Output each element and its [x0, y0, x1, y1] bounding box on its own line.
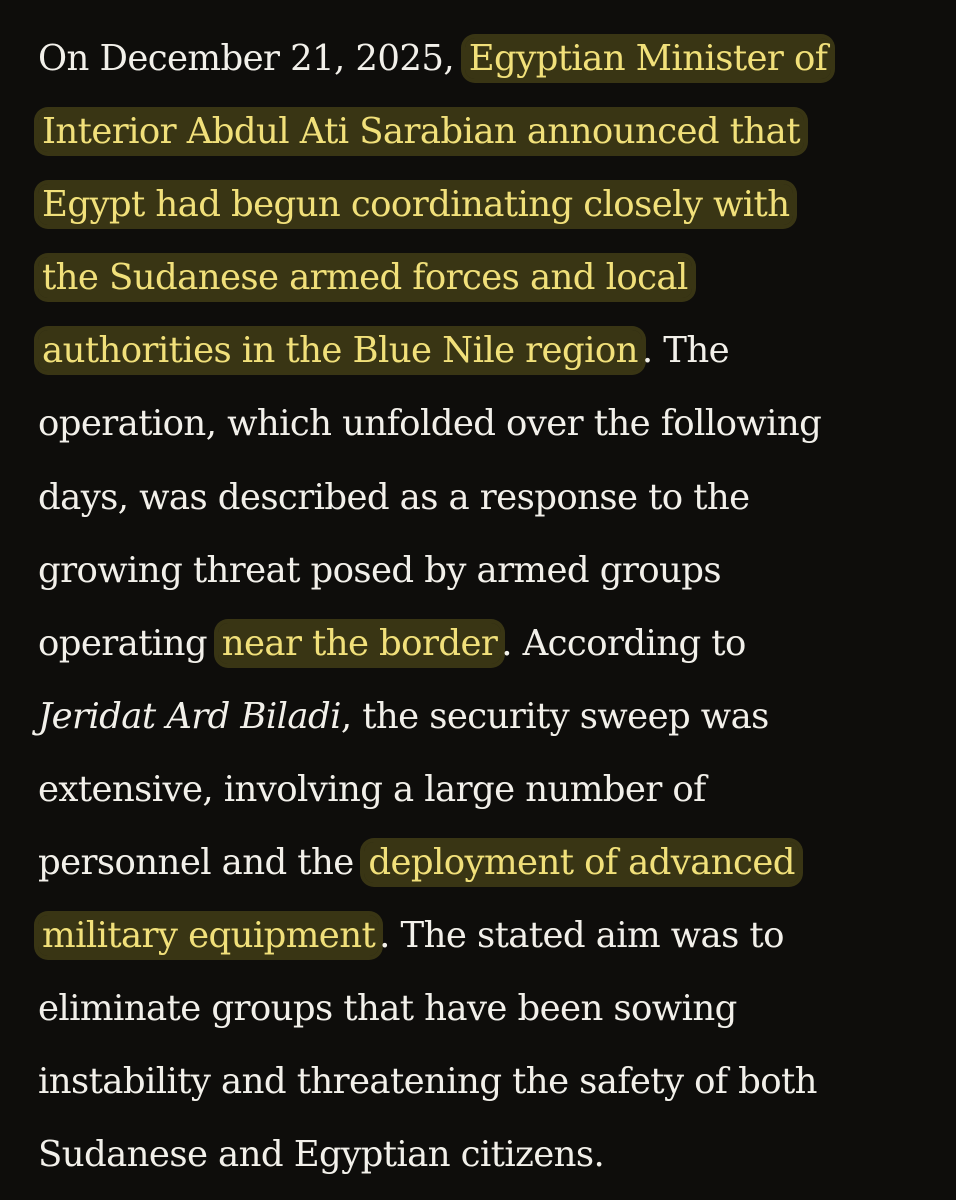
highlighted-text: deployment of advanced: [364, 842, 799, 883]
text-run: . According to: [501, 622, 746, 664]
text-line-15: instability and threatening the safety of both: [38, 1061, 817, 1103]
highlighted-text: near the border: [218, 623, 502, 664]
publication-name: Jeridat Ard Biladi: [38, 695, 341, 737]
highlighted-text: Egypt had begun coordinating closely with: [38, 184, 793, 225]
text-line-6: operation, which unfolded over the following: [38, 403, 822, 445]
text-run: . The stated aim was to: [379, 915, 784, 957]
text-run: On December 21, 2025,: [38, 38, 465, 79]
text-line-5: [38, 314, 938, 387]
text-line-16: Sudanese and Egyptian citizens.: [38, 1134, 605, 1176]
text-run: . The: [641, 330, 729, 372]
text-line-8: growing threat posed by armed groups: [38, 549, 721, 591]
text-run: operating: [38, 622, 218, 664]
text-line-12: [38, 826, 938, 899]
text-line-7: days, was described as a response to the: [38, 476, 750, 518]
text-line-14: eliminate groups that have been sowing: [38, 988, 737, 1030]
highlighted-text: Interior Abdul Ati Sarabian announced that: [38, 111, 804, 152]
text-line-2: [38, 95, 938, 168]
text-line-9: [38, 607, 938, 680]
highlighted-text: Egyptian Minister of: [465, 38, 832, 79]
text-line-11: extensive, involving a large number of: [38, 768, 706, 810]
text-line-1: [38, 22, 938, 95]
text-line-10: [38, 680, 938, 753]
highlighted-text: military equipment: [38, 915, 379, 956]
text-run: , the security sweep was: [340, 695, 769, 737]
text-line-4: [38, 241, 938, 314]
article-paragraph: [38, 22, 938, 1192]
text-line-3: [38, 168, 938, 241]
highlighted-text: authorities in the Blue Nile region: [38, 330, 642, 371]
highlighted-text: the Sudanese armed forces and local: [38, 257, 692, 298]
text-line-13: [38, 899, 938, 972]
text-run: personnel and the: [38, 842, 365, 884]
